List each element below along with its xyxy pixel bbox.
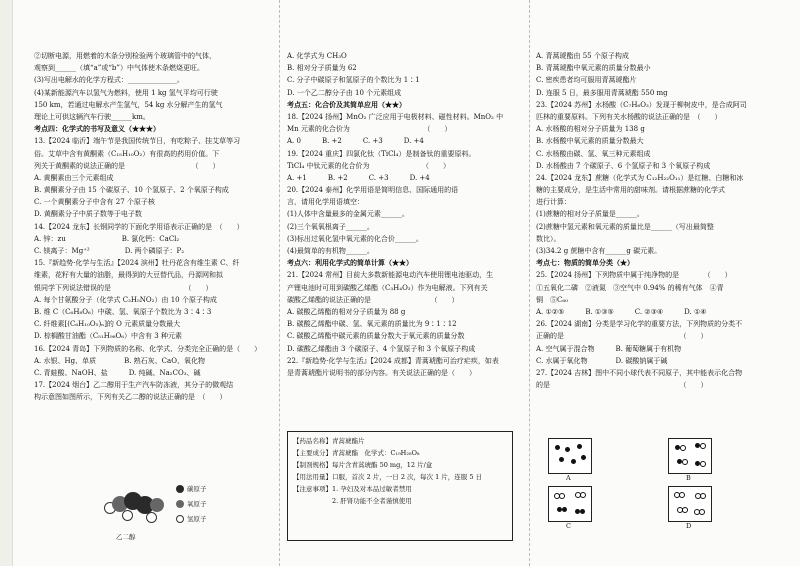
column-middle bbox=[287, 50, 523, 379]
question-line: A. 化学式为 CH₃O bbox=[287, 52, 347, 60]
section-heading: 考点五：化合价及其简单应用（★★） bbox=[287, 99, 406, 109]
column-divider bbox=[529, 0, 530, 566]
question-line: A. 碳酸乙烯酯的相对分子质量为 88 g bbox=[287, 307, 406, 316]
option-c-label: C bbox=[566, 522, 571, 530]
question-line: 15.『新趋势·化学与生活』【2024 滨州】牡丹花含有维生素 C、纤 bbox=[34, 259, 240, 268]
question-line: ②切断电源，用燃着的木条分别检验两个玻璃管中的气体， bbox=[34, 52, 216, 60]
question-line: C. 一个黄酮素分子中含有 27 个原子核 bbox=[34, 198, 155, 207]
question-line: 维素，花籽有大量的油脂，最得到的大豆替代品，丹源网和拟 bbox=[34, 271, 223, 280]
question-line: 的是 （ ） bbox=[536, 381, 708, 390]
question-line: 列关于黄酮素的说法正确的是 （ ） bbox=[34, 161, 220, 170]
question-line: B. 黄酮素分子由 15 个碳原子、10 个氢原子、2 个氧原子构成 bbox=[34, 186, 229, 195]
question-line: (3)34.2 g 蔗糖中含有______g 碳元素。 bbox=[536, 247, 662, 255]
question-line: (2)蔗糖中氢元素和氧元素的质量比是______（写出最简整 bbox=[536, 222, 714, 231]
question-line: 匹林的重要原料。下列有关水杨酸的说法正确的是 （ ） bbox=[536, 112, 722, 121]
question-line: D. 一个乙二醇分子由 10 个元素组成 bbox=[287, 88, 402, 97]
question-line: 产锂电池时可用到碳酸乙烯酯（C₃H₄O₃）作为电解液。下列有关 bbox=[287, 283, 488, 292]
section-heading: 考点六：利用化学式的简单计算（★★） bbox=[287, 258, 413, 268]
instruction-line: 【药品名称】青蒿琥酯片 bbox=[293, 437, 365, 445]
question-line: B. 相对分子质量为 62 bbox=[287, 64, 357, 73]
question-line: 150 km，若通过电解水产生氢气，54 kg 水分解产生的氢气 bbox=[34, 100, 223, 109]
question-line: 25.【2024 扬州】下列物质中属于纯净物的是 （ ） bbox=[536, 271, 732, 280]
question-line: 18.【2024 扬州】MnO₂ 广泛应用于电极材料、磁性材料。MnO₂ 中 bbox=[287, 112, 504, 121]
question-line: C. 水属于氧化物 D. 碳酸钠属于碱 bbox=[536, 356, 668, 365]
medicine-instructions-box bbox=[287, 431, 513, 541]
question-line: A. 黄酮素由三个元素组成 bbox=[34, 173, 114, 182]
question-line: C. 青蛙酸、NaOH、盐 D. 纯碱、Na₂CO₃、碱 bbox=[34, 368, 201, 377]
question-line: 13.【2024 临沂】端午节是我国传统节日，有吃粽子、挂艾草等习 bbox=[34, 137, 241, 146]
question-line: 铜 ⑤C₆₀ bbox=[536, 295, 568, 304]
question-line: C. 纤维素[(C₆H₁₀O₅)ₙ]的 O 元素质量分数最大 bbox=[34, 320, 181, 329]
question-line: (3)标出过氧化氢中氧元素的化合价______。 bbox=[287, 234, 423, 243]
question-line: 21.【2024 常州】目前大多数新能源电动汽车使用锂电池驱动，生 bbox=[287, 271, 494, 280]
question-line: ①五氧化二磷 ②液氮 ③空气中 0.94% 的稀有气体 ④青 bbox=[536, 283, 724, 292]
option-b-label: B bbox=[686, 474, 691, 482]
option-d-label: D bbox=[686, 522, 692, 530]
question-line: D. 黄酮素分子中质子数等于电子数 bbox=[34, 210, 142, 219]
question-line: C. 碳酸乙烯酯中碳元素的质量分数大于氧元素的质量分数 bbox=[287, 332, 465, 341]
section-heading: 考点四：化学式的书写及意义（★★★） bbox=[34, 124, 160, 134]
section-heading: 考点七：物质的简单分类（★） bbox=[536, 258, 634, 268]
question-line: (3)写出电解水的化学方程式：______________。 bbox=[34, 76, 184, 85]
instruction-line: 【注意事项】1. 孕妇及对本品过敏者禁用 bbox=[293, 485, 412, 493]
question-line: D. 碳酸乙烯酯由 3 个碳原子、4 个氢原子和 3 个氧原子构成 bbox=[287, 344, 476, 353]
question-line: 16.【2024 青岛】下列物质的名称、化学式、分类完全正确的是（ ） bbox=[34, 344, 262, 353]
question-line: D. 棕榈酸甘油酯（C₅₁H₉₈O₆）中含有 3 种元素 bbox=[34, 332, 182, 341]
column-divider bbox=[279, 0, 280, 566]
instruction-line: 【主要成分】青蒿琥酯 化学式：C₁₉H₂₈O₈ bbox=[293, 449, 420, 457]
question-line: (4)某新能源汽车以氢气为燃料，使用 1 kg 氢气平均可行驶 bbox=[34, 88, 218, 97]
question-line: D. 连服 5 日，最多服用青蒿琥酯 550 mg bbox=[536, 88, 668, 97]
particle-box-d bbox=[668, 486, 712, 522]
question-line: (1)蔗糖的相对分子质量是______。 bbox=[536, 210, 644, 219]
question-line: A. +1 B. +2 C. +3 D. +4 bbox=[287, 173, 430, 182]
question-line: 20.【2024 泰州】化学用语是简明信息、国际通用的语 bbox=[287, 186, 459, 195]
question-line: TiCl₄ 中钛元素的化合价为 （ ） bbox=[287, 161, 451, 170]
option-a-label: A bbox=[566, 474, 571, 482]
question-line: 26.【2024 湖南】分类是学习化学的重要方法，下列物质的分类不 bbox=[536, 320, 743, 329]
question-line: 是青蒿琥酯片说明书的部分内容。有关说法正确的是（ ） bbox=[287, 368, 476, 377]
legend-carbon: 碳原子 bbox=[187, 485, 207, 493]
particle-box-b bbox=[668, 438, 712, 474]
question-line: D. 水杨酸由 7 个碳原子、6 个氢原子和 3 个氧原子构成 bbox=[536, 161, 711, 170]
question-line: A. 每个甘氨酸分子（化学式 C₂H₅NO₂）由 10 个原子构成 bbox=[34, 295, 217, 304]
question-line: A. ①②⑤ B. ①③⑤ C. ②③④ D. ①④ bbox=[536, 307, 707, 316]
question-line: B. 碳酸乙烯酯中碳、氢、氧元素的质量比为 9∶1∶12 bbox=[287, 320, 457, 329]
question-line: A. 0 B. +2 C. +3 D. +4 bbox=[287, 137, 424, 146]
question-line: 19.【2024 重庆】四氯化钛（TiCl₄）是制备钛的重要原料。 bbox=[287, 149, 476, 158]
question-line: 14.【2024 龙东】长钢同学的下面化学用语表示正确的是 （ ） bbox=[34, 222, 244, 231]
instruction-line: 2. 肝肾功能不全者谨慎使用 bbox=[293, 497, 412, 505]
instruction-line: 【用法用量】口服，首次 2 片，一日 2 次，每次 1 片，连服 5 日 bbox=[293, 473, 483, 481]
question-line: A. 水银、Hg、单质 B. 熟石灰、CaO、氧化物 bbox=[34, 356, 205, 365]
legend-oxygen: 氧原子 bbox=[187, 500, 207, 508]
question-line: C. 分子中碳原子和氢原子的个数比为 1∶1 bbox=[287, 76, 420, 85]
molecule-caption: 乙二醇 bbox=[116, 533, 136, 541]
question-line: A. 青蒿琥酯由 55 个原子构成 bbox=[536, 52, 629, 60]
question-line: A. 锌：zu B. 氯化钙：CaCl₂ bbox=[34, 234, 180, 243]
question-line: B. 水杨酸中氧元素的质量分数最大 bbox=[536, 137, 644, 146]
question-line: C. 密疾患者均可服用青蒿琥酯片 bbox=[536, 76, 637, 85]
column-right bbox=[536, 50, 776, 391]
question-line: 观察到______（填“a”或“b”）中气体使木条燃烧更旺。 bbox=[34, 64, 204, 73]
question-line: B. 青蒿琥酯中氧元素的质量分数最小 bbox=[536, 64, 651, 73]
instruction-line: 【制剂规格】每片含青蒿琥酯 50 mg，12 片/盒 bbox=[293, 461, 433, 469]
question-line: 碳酸乙烯酯的说法正确的是 （ ） bbox=[287, 295, 459, 304]
question-line: (2)三个氧氧根离子______。 bbox=[287, 222, 374, 231]
question-line: (4)最简单的有机物______。 bbox=[287, 247, 374, 255]
question-line: 22.『新趋势·化学与生活』【2024 成都】青蒿琥酯可治疗疟疾，如表 bbox=[287, 356, 499, 365]
question-line: C. 水杨酸由碳、氢、氧三种元素组成 bbox=[536, 149, 651, 158]
question-line: 理论上可供这辆汽车行驶______km。 bbox=[34, 112, 150, 121]
question-line: 正确的是 （ ） bbox=[536, 332, 708, 341]
question-line: 俗。艾草中含有黄酮素（C₁₅H₁₀O₂）有很高的药用价值。下 bbox=[34, 149, 220, 158]
legend-hydrogen: 氢原子 bbox=[187, 515, 207, 523]
particle-box-c bbox=[548, 486, 592, 522]
question-line: (1)人体中含量最多的金属元素______。 bbox=[287, 210, 409, 219]
question-line: 构示意图如图所示，下列有关乙二醇的说法正确的是 （ ） bbox=[34, 393, 227, 402]
ethylene-glycol-molecule bbox=[102, 488, 166, 528]
binding-strip bbox=[0, 0, 13, 566]
column-left bbox=[34, 50, 272, 403]
particle-box-a bbox=[548, 438, 592, 474]
question-line: 数比）。 bbox=[536, 234, 561, 243]
question-line: C. 镁离子：Mg⁺² D. 两个磷原子：P₂ bbox=[34, 247, 185, 255]
question-line: Mn 元素的化合价为 （ ） bbox=[287, 125, 452, 134]
question-line: A. 空气属于混合物 B. 葡萄糖属于有机物 bbox=[536, 344, 682, 353]
question-line: 进行计算： bbox=[536, 198, 571, 207]
molecule-legend bbox=[176, 484, 207, 523]
question-line: 24.【2024 龙东】蔗糖（化学式为 C₁₂H₂₂O₁₁）是红糖、白糖和冰 bbox=[536, 173, 744, 182]
question-line: 17.【2024 烟台】乙二醇用于生产汽车防冻液，其分子的微观结 bbox=[34, 381, 234, 390]
question-line: 银同学下列说法错误的是 （ ） bbox=[34, 283, 213, 292]
question-line: 糖的主要成分，是生活中常用的甜味剂。请根据蔗糖的化学式 bbox=[536, 186, 725, 195]
question-line: 27.【2024 吉林】图中不同小球代表不同原子，其中能表示化合物 bbox=[536, 368, 743, 377]
question-line: B. 维 C（C₆H₈O₆）中碳、氢、氧原子个数比为 3∶4∶3 bbox=[34, 307, 212, 316]
question-line: A. 水杨酸的相对分子质量为 138 g bbox=[536, 125, 645, 134]
question-line: 23.【2024 苏州】水杨酸（C₇H₆O₃）发现于柳树皮中，是合成阿司 bbox=[536, 100, 747, 109]
question-line: 言，请用化学用语填空： bbox=[287, 198, 364, 207]
